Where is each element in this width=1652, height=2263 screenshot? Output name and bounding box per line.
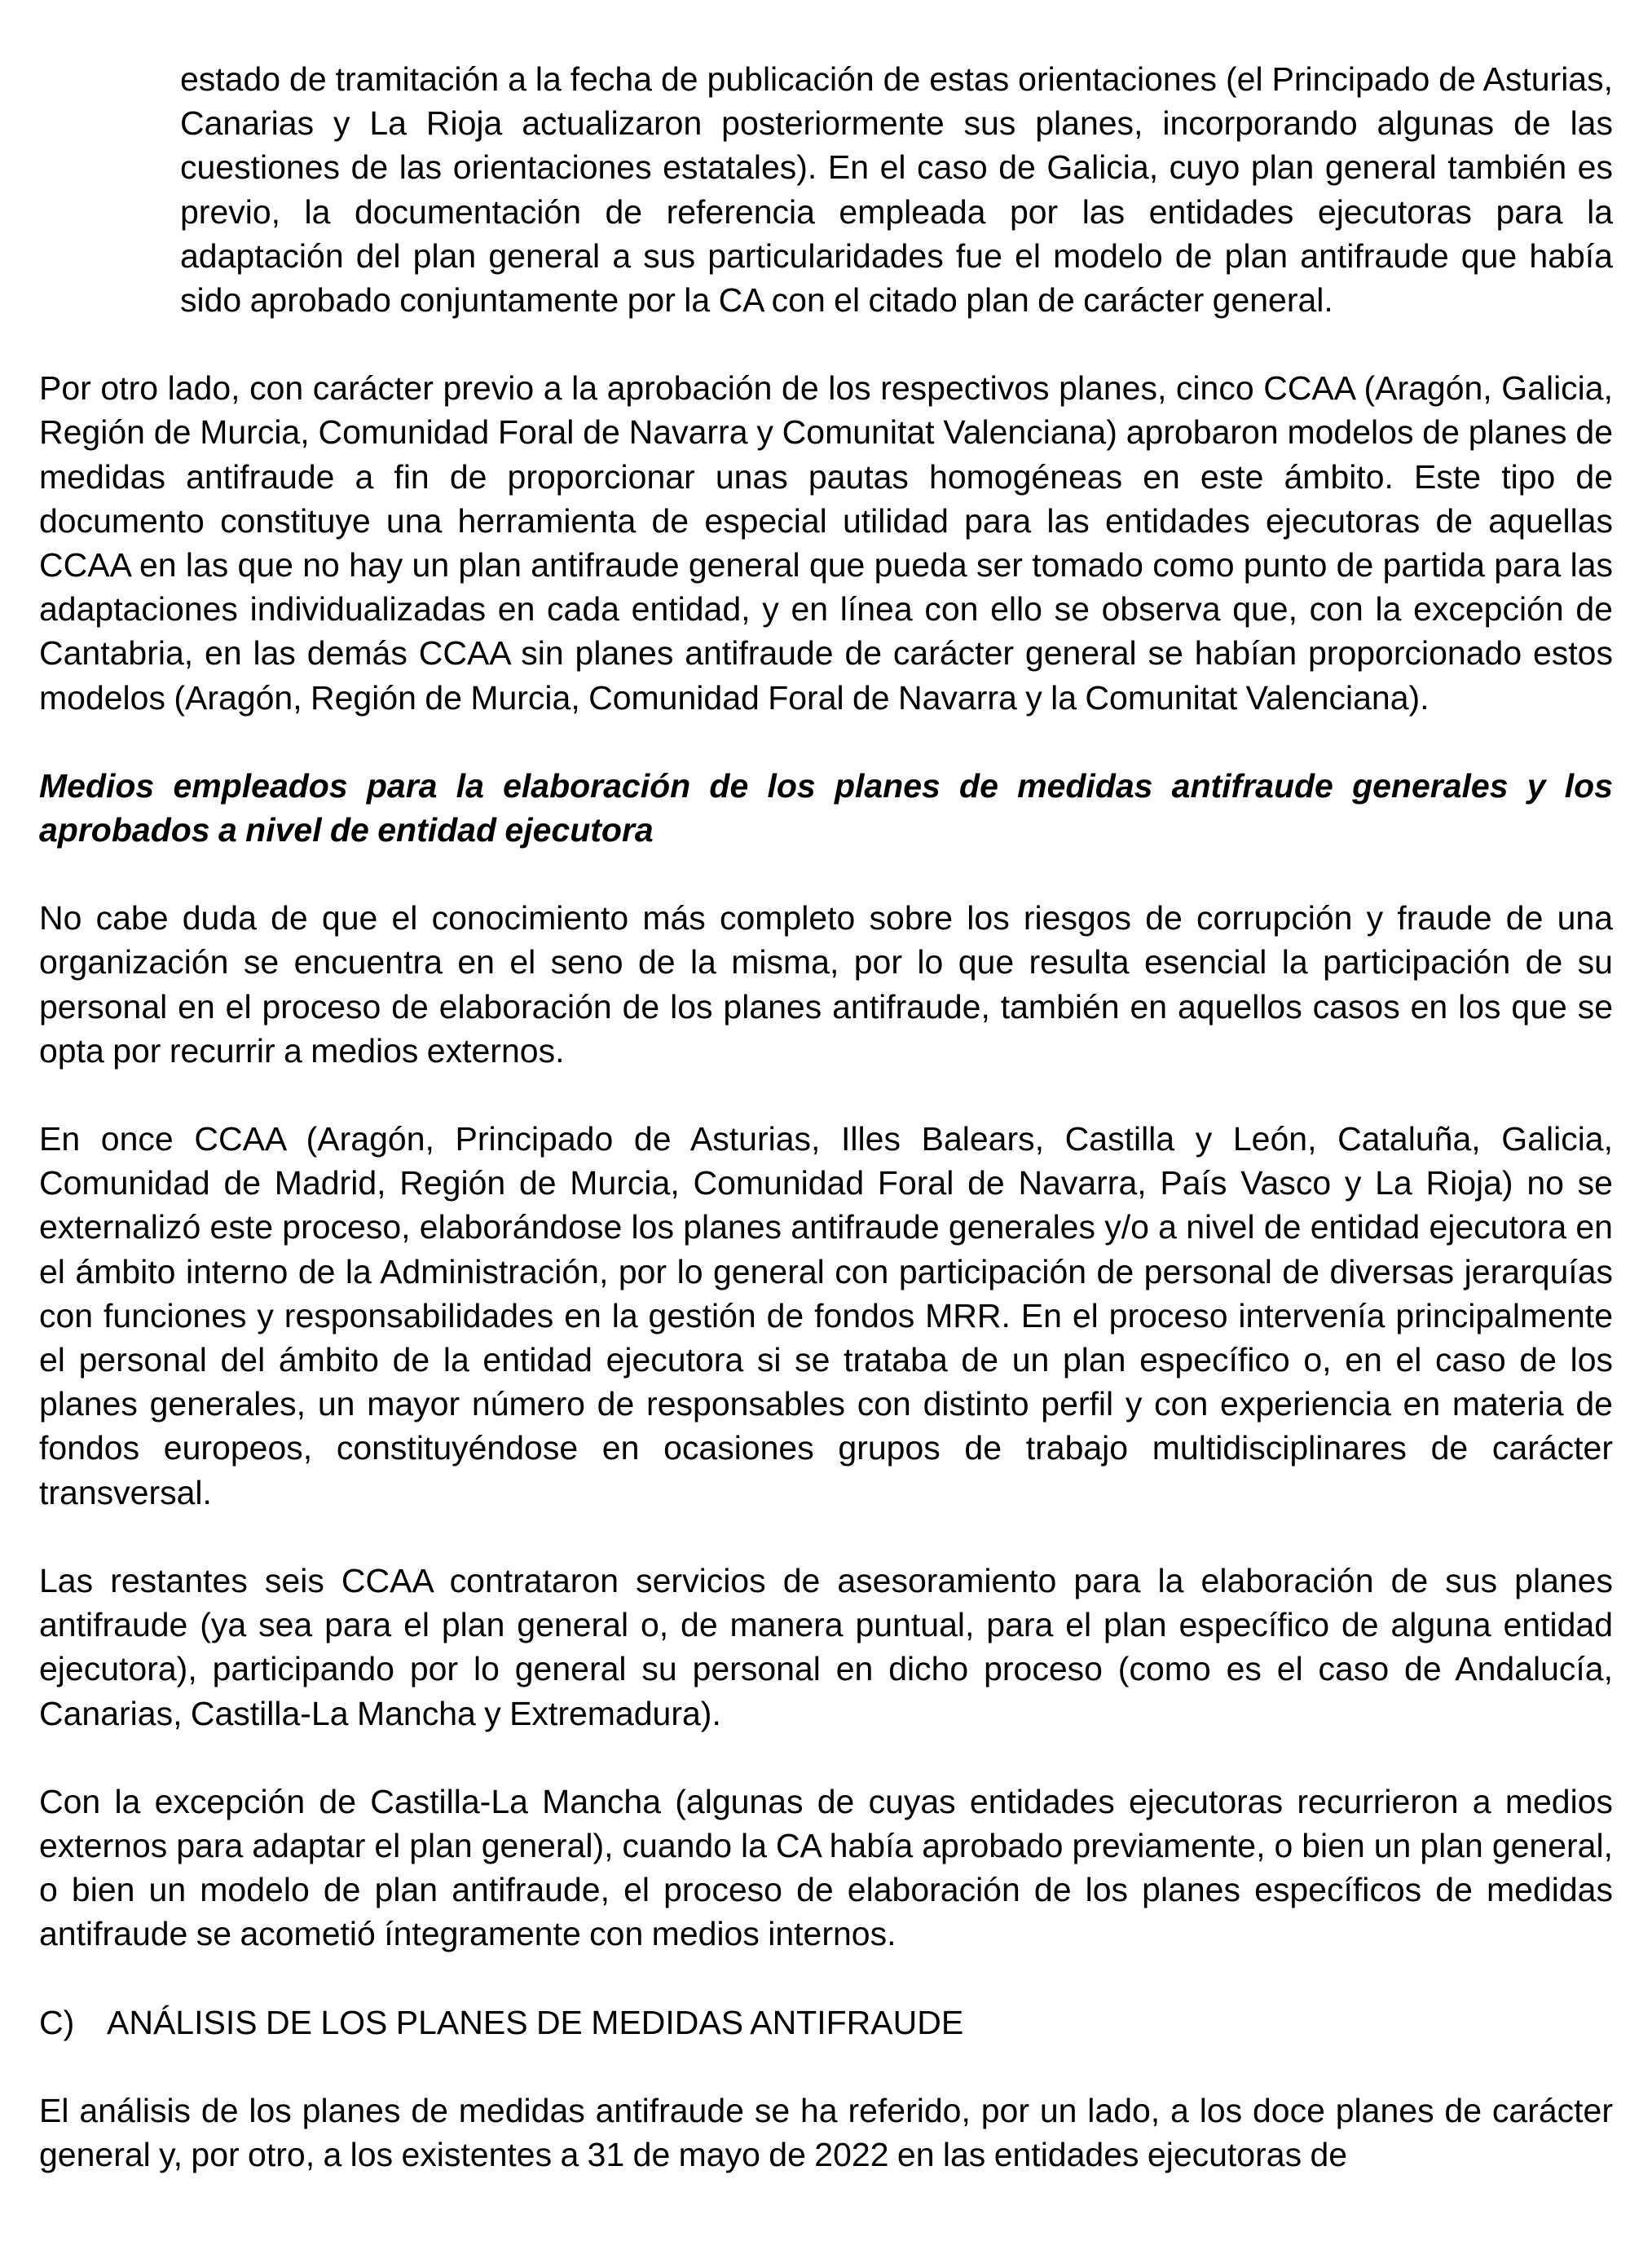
paragraph-external-services: Las restantes seis CCAA contrataron servicios de asesoramiento para la elaboración de sus planes antifraude (ya sea para el plan general o, de manera puntual, para el plan específico de alguna entidad ejecutora), participando por lo general su personal en dicho proceso (como es el caso de Andalucía, Canarias, Castilla-La Mancha y Extremadura). (39, 1561, 1613, 1732)
section-heading (39, 2001, 1613, 2045)
paragraph-knowledge: No cabe duda de que el conocimiento más completo sobre los riesgos de corrupción y fraude de una organización se encuentra en el seno de la misma, por lo que resulta esencial la participación de su personal en el proceso de elaboración de los planes antifraude, también en aquellos casos en los que se opta por recurrir a medios externos. (39, 899, 1613, 1070)
spacer (39, 1073, 1613, 1117)
paragraph-exception: Con la excepción de Castilla-La Mancha (algunas de cuyas entidades ejecutoras recurrieron a medios externos para adaptar el plan general), cuando la CA había aprobado previamente, o bien un plan general, o bien un modelo de plan antifraude, el proceso de elaboración de los planes específicos de medidas antifraude se acometió íntegramente con medios internos. (39, 1782, 1613, 1953)
paragraph-model-plans: Por otro lado, con carácter previo a la aprobación de los respectivos planes, cinco CCAA (Aragón, Galicia, Región de Murcia, Comunidad Foral de Navarra y Comunitat Valenciana) aprobaron modelos de planes de medidas antifraude a fin de proporcionar unas pautas homogéneas en este ámbito. Este tipo de documento constituye una herramienta de especial utilidad para las entidades ejecutoras de aquellas CCAA en las que no hay un plan antifraude general que pueda ser tomado como punto de partida para las adaptaciones individualizadas en cada entidad, y en línea con ello se observa que, con la excepción de Cantabria, en las demás CCAA sin planes antifraude de carácter general se habían proporcionado estos modelos (Aragón, Región de Murcia, Comunidad Foral de Navarra y la Comunitat Valenciana). (39, 369, 1613, 717)
spacer (39, 1736, 1613, 1780)
spacer (39, 1515, 1613, 1559)
paragraph-analysis: El análisis de los planes de medidas antifraude se ha referido, por un lado, a los doce planes de carácter general y, por otro, a los existentes a 31 de mayo de 2022 en las entidades ejecutoras de (39, 2091, 1613, 2173)
paragraph-internal-elaboration: En once CCAA (Aragón, Principado de Asturias, Illes Balears, Castilla y León, Cataluña, Galicia, Comunidad de Madrid, Región de Murcia, Comunidad Foral de Navarra, País Vasco y La Rioja) no se externalizó este proceso, elaborándose los planes antifraude generales y/o a nivel de entidad ejecutora en el ámbito interno de la Administración, por lo general con participación de personal de diversas jerarquías con funciones y responsabilidades en la gestión de fondos MRR. En el proceso intervenía principalmente el personal del ámbito de la entidad ejecutora si se trataba de un plan específico o, en el caso de los planes generales, un mayor número de responsables con distinto perfil y con experiencia en materia de fondos europeos, constituyéndose en ocasiones grupos de trabajo multidisciplinares de carácter transversal. (39, 1120, 1613, 1511)
section-letter: C) (39, 2003, 75, 2041)
subsection-heading: Medios empleados para la elaboración de los planes de medidas antifraude generales y los aprobados a nivel de entidad ejecutora (39, 766, 1613, 849)
document-page (39, 57, 1613, 2177)
spacer (39, 322, 1613, 366)
paragraph-continuation: estado de tramitación a la fecha de publicación de estas orientaciones (el Principado de Asturias, Canarias y La Rioja actualizaron posteriormente sus planes, incorporando algunas de las cuestiones de las orientaciones estatales). En el caso de Galicia, cuyo plan general también es previo, la documentación de referencia empleada por las entidades ejecutoras para la adaptación del plan general a sus particularidades fue el modelo de plan antifraude que había sido aprobado conjuntamente por la CA con el citado plan de carácter general. (180, 60, 1613, 320)
spacer (39, 720, 1613, 764)
spacer (39, 2045, 1613, 2089)
spacer (39, 1956, 1613, 2001)
section-title: ANÁLISIS DE LOS PLANES DE MEDIDAS ANTIFRAUDE (107, 2003, 964, 2041)
spacer (39, 852, 1613, 896)
